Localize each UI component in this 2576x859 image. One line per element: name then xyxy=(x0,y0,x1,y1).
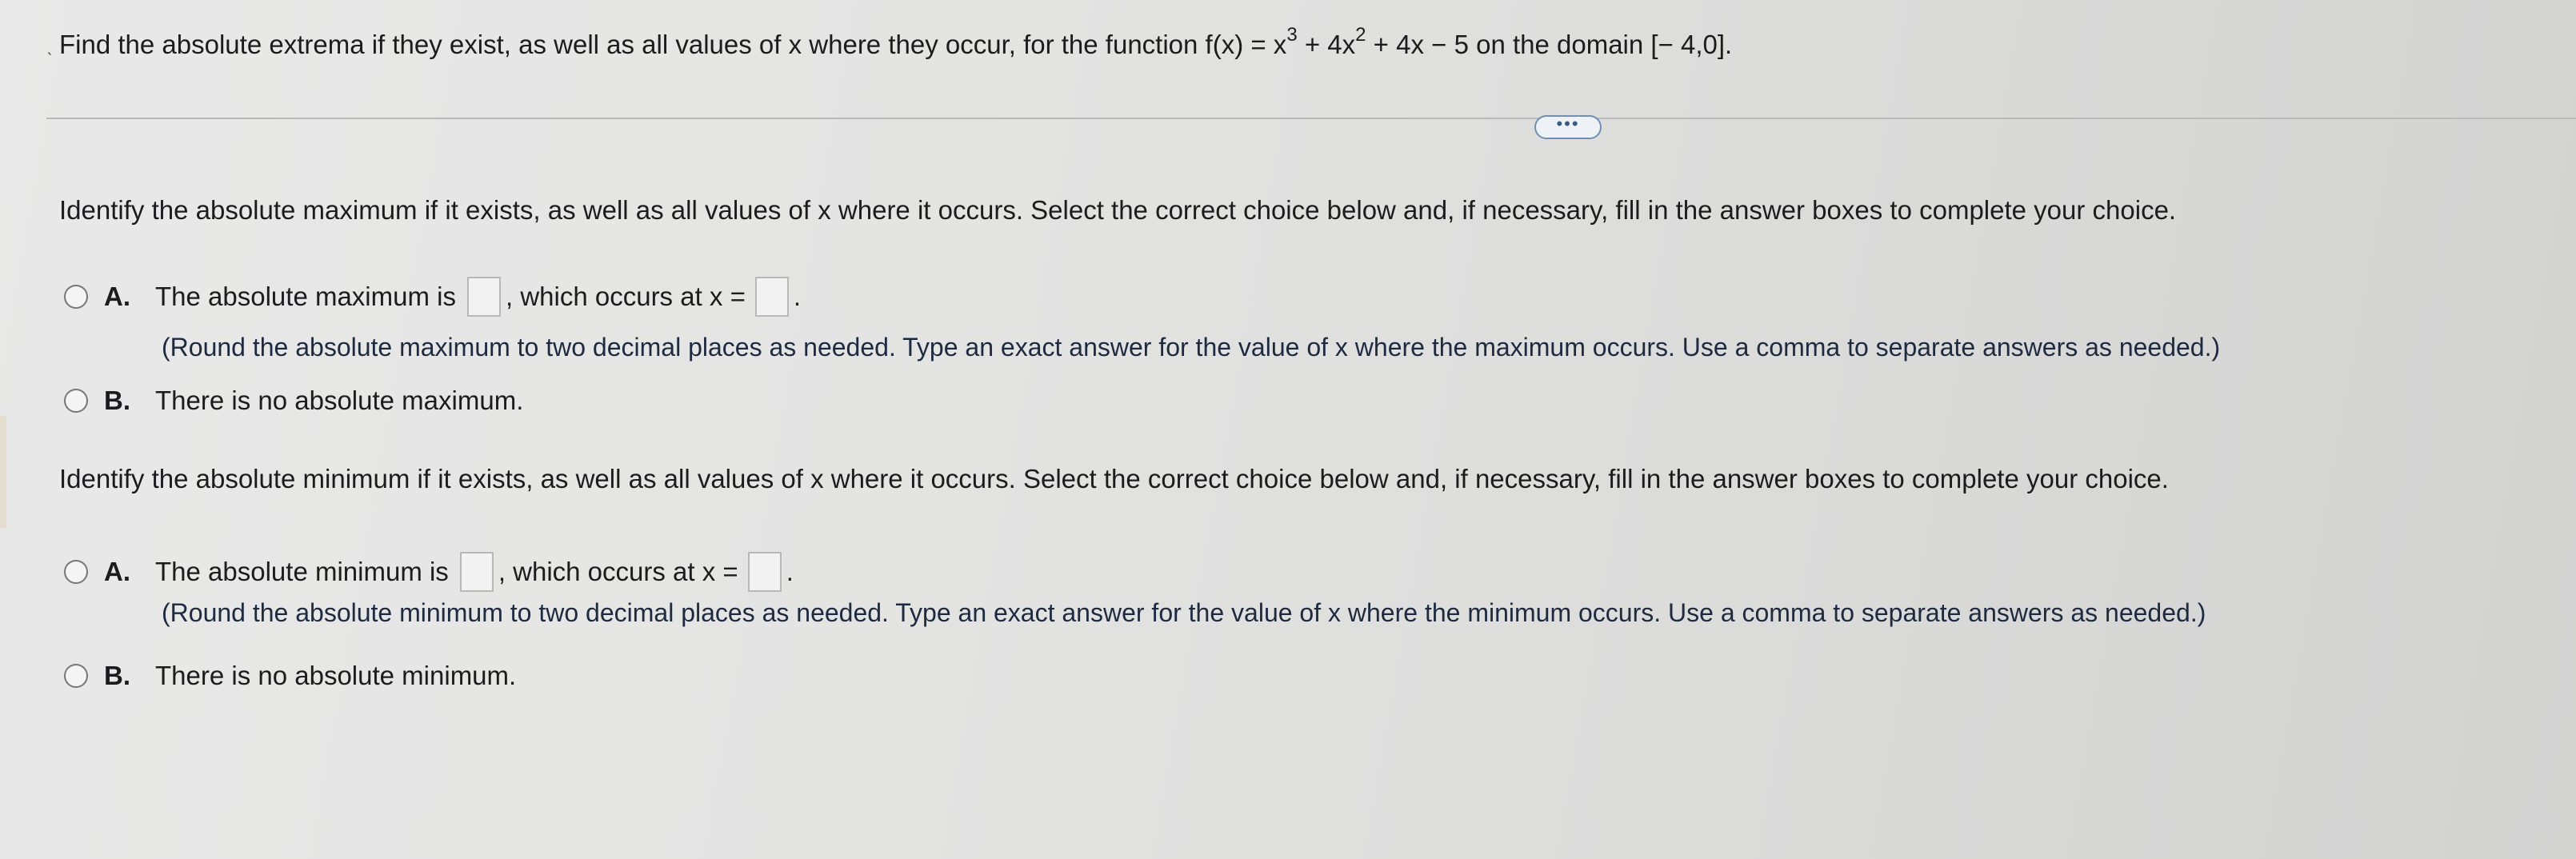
maximum-choice-a[interactable] xyxy=(64,277,801,317)
question-text-before: Find the absolute extrema if they exist, as well as all values of x where they occur, for the function f(x) = x xyxy=(59,30,1287,59)
choice-text: There is no absolute maximum. xyxy=(155,386,524,415)
choice-letter: B. xyxy=(104,661,130,690)
choice-letter: A. xyxy=(104,557,130,586)
choice-text: There is no absolute minimum. xyxy=(155,661,517,690)
more-dots-icon: ••• xyxy=(1556,114,1580,134)
radio-minimum-b[interactable] xyxy=(64,664,88,688)
minimum-hint: (Round the absolute minimum to two decimal places as needed. Type an exact answer for the value of x where the minimum occurs. Use a comma to separate answers as needed.) xyxy=(162,598,2206,627)
maximum-choice-b[interactable] xyxy=(64,386,523,416)
question-text-after: + 4x − 5 on the domain [− 4,0]. xyxy=(1366,30,1733,59)
maximum-value-input[interactable] xyxy=(467,277,501,317)
maximum-prompt: Identify the absolute maximum if it exists, as well as all values of x where it occurs. Select the correct choice below and, if necessary, fill in the answer boxes to complete your choice. xyxy=(59,195,2177,225)
choice-text: , which occurs at x = xyxy=(505,282,746,311)
minimum-choice-a[interactable] xyxy=(64,552,794,592)
minimum-choice-b[interactable] xyxy=(64,661,516,691)
choice-text: . xyxy=(793,282,802,311)
exponent-2: 2 xyxy=(1355,24,1366,46)
choice-letter: A. xyxy=(104,282,130,311)
expand-button[interactable] xyxy=(1534,115,1602,139)
exponent-3: 3 xyxy=(1286,24,1298,46)
maximum-hint: (Round the absolute maximum to two decimal places as needed. Type an exact answer for the value of x where the maximum occurs. Use a comma to separate answers as needed.) xyxy=(162,333,2221,362)
divider-line xyxy=(46,118,2576,119)
minimum-prompt: Identify the absolute minimum if it exists, as well as all values of x where it occurs. Select the correct choice below and, if necessary, fill in the answer boxes to complete your choice. xyxy=(59,464,2169,493)
choice-text: The absolute minimum is xyxy=(155,557,449,586)
question-text-mid: + 4x xyxy=(1297,30,1356,59)
minimum-x-input[interactable] xyxy=(748,552,782,592)
minimum-value-input[interactable] xyxy=(460,552,494,592)
question-text xyxy=(59,24,1733,60)
radio-maximum-b[interactable] xyxy=(64,389,88,413)
choice-text: , which occurs at x = xyxy=(498,557,738,586)
choice-text: The absolute maximum is xyxy=(155,282,456,311)
maximum-x-input[interactable] xyxy=(755,277,789,317)
radio-minimum-a[interactable] xyxy=(64,560,88,584)
page-edge-shadow xyxy=(0,416,6,528)
radio-maximum-a[interactable] xyxy=(64,285,88,309)
question-marker: ˎ xyxy=(46,32,54,56)
choice-text: . xyxy=(786,557,794,586)
choice-letter: B. xyxy=(104,386,130,415)
